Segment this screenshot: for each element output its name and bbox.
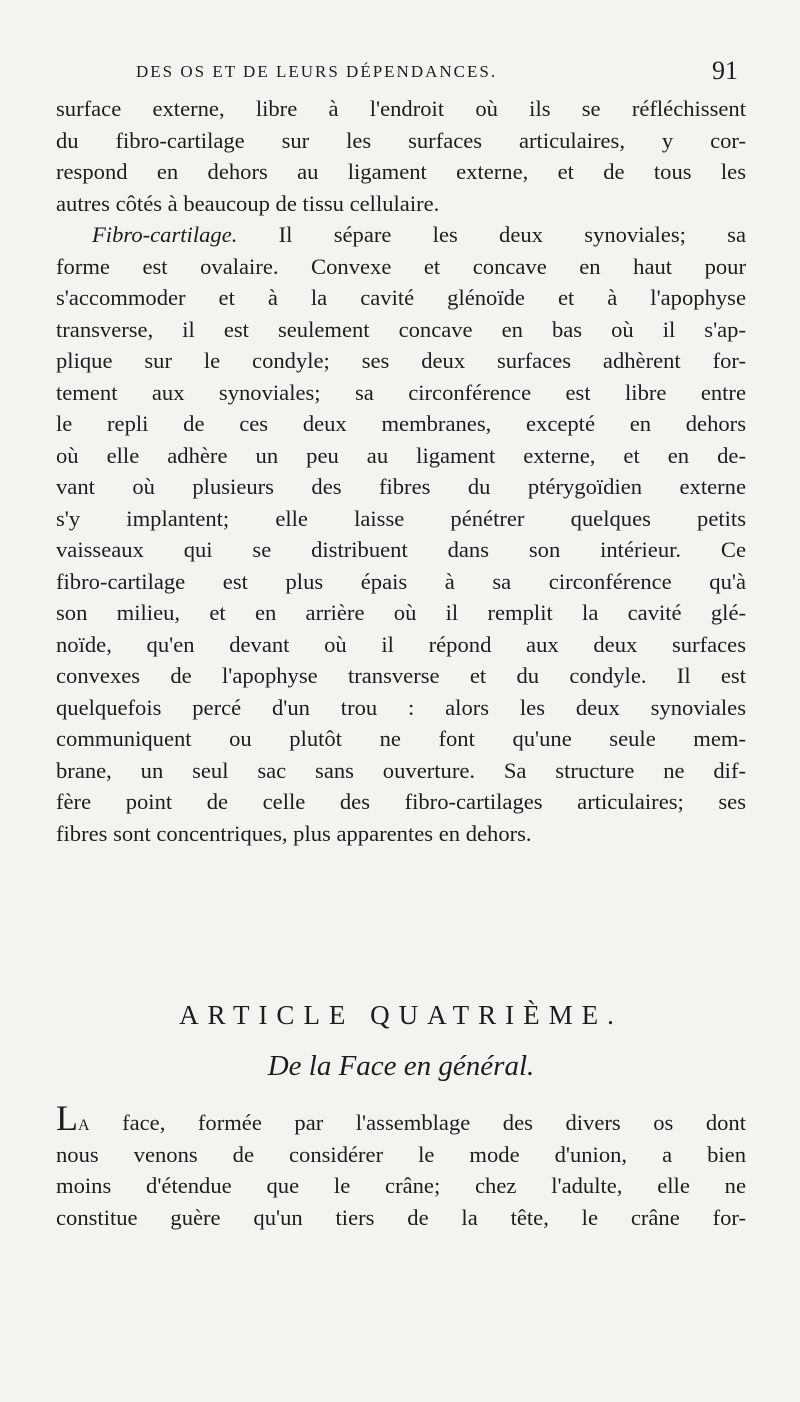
text-line: fibro-cartilage est plus épais à sa circonférence qu'à: [56, 568, 746, 594]
text-fragment: Il sépare les deux synoviales; sa: [237, 222, 746, 247]
subheading-fibro-cartilage: Fibro-cartilage.: [92, 222, 238, 247]
text-line: vant où plusieurs des fibres du ptérygoïdien externe: [56, 474, 746, 499]
section-text: [56, 1098, 746, 1233]
main-text: [56, 93, 746, 849]
text-line: tement aux synoviales; sa circonférence est libre entre: [56, 379, 746, 405]
article-heading: ARTICLE QUATRIÈME.: [179, 1000, 623, 1030]
text-line: communiquent ou plutôt ne font qu'une seule mem-: [56, 726, 746, 751]
text-line: fère point de celle des fibro-cartilages articulaires; ses: [56, 789, 746, 814]
section-title: De la Face en général.: [267, 1050, 535, 1082]
text-line: vaisseaux qui se distribuent dans son intérieur. Ce: [56, 537, 746, 562]
text-line: moins d'étendue que le crâne; chez l'adulte, elle ne: [56, 1173, 746, 1198]
text-line: plique sur le condyle; ses deux surfaces adhèrent for-: [56, 348, 746, 373]
text-line: forme est ovalaire. Convexe et concave en haut pour: [56, 253, 746, 279]
text-line: le repli de ces deux membranes, excepté en dehors: [56, 411, 746, 436]
text-line: nous venons de considérer le mode d'union, a bien: [56, 1141, 746, 1167]
text-line: surface externe, libre à l'endroit où ils se réfléchissent: [56, 96, 746, 121]
text-line: constitue guère qu'un tiers de la tête, le crâne for-: [56, 1204, 746, 1230]
drop-cap: L: [56, 1098, 78, 1138]
page-header: [96, 56, 756, 92]
text-line: quelquefois percé d'un trou : alors les deux synoviales: [56, 694, 746, 720]
text-line: transverse, il est seulement concave en bas où il s'ap-: [56, 316, 746, 342]
text-line: du fibro-cartilage sur les surfaces articulaires, y cor-: [56, 127, 746, 153]
text-line: fibres sont concentriques, plus apparentes en dehors.: [56, 820, 532, 846]
text-line: où elle adhère un peu au ligament externe, et en de-: [56, 442, 746, 468]
text-fragment: a: [78, 1110, 90, 1135]
text-line: convexes de l'apophyse transverse et du condyle. Il est: [56, 663, 746, 688]
text-line: brane, un seul sac sans ouverture. Sa structure ne dif-: [56, 757, 746, 783]
text-line: [56, 219, 746, 251]
text-line: s'y implantent; elle laisse pénétrer quelques petits: [56, 505, 746, 531]
page-number: 91: [712, 56, 738, 85]
text-line: s'accommoder et à la cavité glénoïde et à l'apophyse: [56, 285, 746, 310]
text-line: son milieu, et en arrière où il remplit la cavité glé-: [56, 600, 746, 625]
running-head: DES OS ET DE LEURS DÉPENDANCES.: [136, 62, 498, 81]
text-line: noïde, qu'en devant où il répond aux deux surfaces: [56, 631, 746, 657]
text-fragment: face, formée par l'assemblage des divers os dont: [89, 1110, 746, 1135]
text-line: respond en dehors au ligament externe, et de tous les: [56, 159, 746, 184]
text-line: [56, 1098, 746, 1139]
text-line: autres côtés à beaucoup de tissu cellulaire.: [56, 190, 440, 216]
